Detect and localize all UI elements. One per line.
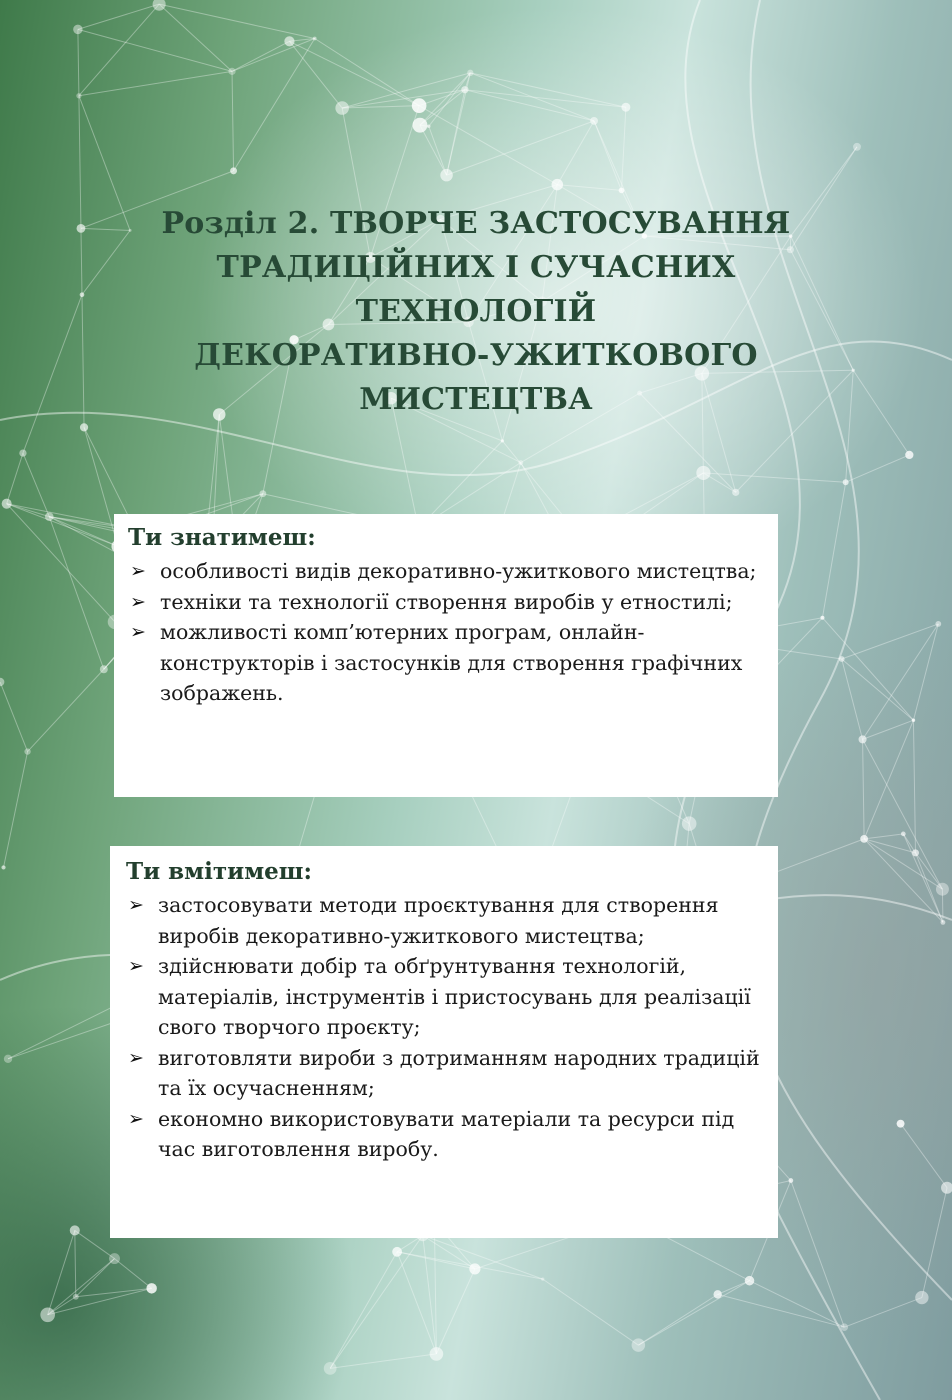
network-link (638, 1281, 749, 1345)
network-node (619, 188, 625, 194)
network-node (19, 449, 26, 456)
network-node (745, 1276, 755, 1286)
network-node (632, 1338, 645, 1351)
network-node (839, 656, 845, 662)
network-link (822, 482, 845, 617)
network-node (40, 1307, 55, 1322)
list-item-text: техніки та технології створення виробів у етностилі; (160, 589, 733, 614)
list-item-text: економно використовувати матеріали та ресурси під час виготовлення виробу. (158, 1106, 735, 1161)
network-node (841, 1323, 849, 1331)
list-item (124, 1043, 766, 1104)
arrowhead-bullet-icon: ➢ (128, 1107, 144, 1130)
network-link (638, 1294, 717, 1345)
network-link (342, 90, 465, 108)
network-node (590, 117, 598, 125)
network-node (935, 621, 941, 627)
network-node (860, 835, 868, 843)
network-link (842, 659, 914, 720)
network-node (897, 1120, 905, 1128)
network-node (541, 1277, 544, 1280)
list-item (126, 617, 766, 709)
network-link (844, 1298, 922, 1328)
network-link (557, 185, 621, 191)
network-link (315, 39, 419, 106)
network-node (440, 169, 453, 182)
network-node (392, 1247, 402, 1257)
arrowhead-bullet-icon: ➢ (128, 1046, 144, 1069)
network-node (905, 451, 913, 459)
network-link (863, 739, 865, 838)
list-item (126, 556, 766, 587)
network-link (75, 1230, 115, 1258)
network-link (342, 73, 470, 108)
network-link (232, 39, 315, 72)
network-link (75, 1230, 76, 1296)
network-link (842, 624, 939, 659)
network-link (76, 1259, 115, 1297)
network-link (78, 4, 159, 29)
network-link (465, 90, 594, 121)
network-link (48, 1230, 75, 1314)
network-node (427, 124, 431, 128)
network-node (552, 179, 564, 191)
network-node (324, 1362, 337, 1375)
network-node (76, 93, 81, 98)
network-node (412, 98, 427, 113)
network-link (543, 1279, 639, 1345)
network-node (467, 70, 473, 76)
network-node (915, 1291, 928, 1304)
network-link (420, 125, 447, 175)
network-link (864, 839, 942, 889)
network-link (330, 1354, 436, 1368)
list-item (124, 1104, 766, 1165)
arrowhead-bullet-icon: ➢ (130, 621, 146, 643)
network-node (313, 37, 317, 41)
network-link (718, 1294, 845, 1327)
arrowhead-bullet-icon: ➢ (128, 955, 144, 977)
network-node (335, 101, 349, 115)
list-item (124, 951, 766, 1043)
network-link (429, 126, 447, 175)
network-node (901, 832, 906, 837)
list-item (126, 587, 766, 618)
network-node (0, 678, 4, 687)
network-link (846, 455, 910, 482)
network-node (45, 512, 54, 521)
network-link (436, 1269, 474, 1354)
network-link (234, 39, 315, 171)
network-node (518, 460, 523, 465)
section-title-line-1: Розділ 2. ТВОРЧЕ ЗАСТОСУВАННЯ (161, 206, 791, 241)
network-node (73, 1294, 79, 1300)
arrowhead-bullet-icon: ➢ (130, 560, 146, 582)
network-link (330, 1235, 423, 1368)
learning-outcomes-skills-box (110, 846, 778, 1238)
network-link (78, 29, 79, 95)
section-title-line-3: ТЕХНОЛОГІЙ (355, 294, 597, 329)
network-link (8, 1020, 121, 1059)
network-node (941, 920, 946, 925)
network-link (863, 720, 914, 739)
network-link (718, 1281, 750, 1295)
network-node (146, 1283, 156, 1293)
network-node (461, 86, 468, 93)
network-node (70, 1225, 80, 1235)
network-node (732, 489, 739, 496)
network-link (864, 834, 903, 839)
list-item-text: можливості комп’ютерних програм, онлайн-конструкторів і застосунків для створення графічних зображень. (160, 620, 743, 705)
network-node (1, 865, 5, 869)
network-link (330, 1252, 397, 1369)
network-link (470, 73, 626, 107)
network-node (843, 479, 849, 485)
section-title-line-2: ТРАДИЦІЙНИХ І СУЧАСНИХ (216, 250, 736, 285)
section-title (40, 202, 912, 422)
network-node (228, 68, 235, 75)
network-link (49, 517, 104, 670)
list-item-text: особливості видів декоративно-ужиткового мистецтва; (160, 559, 757, 583)
network-node (413, 118, 428, 133)
network-node (430, 1347, 444, 1361)
network-node (284, 36, 294, 46)
network-link (423, 1235, 543, 1279)
network-link (557, 121, 594, 185)
network-node (621, 103, 630, 112)
network-node (100, 665, 108, 673)
network-link (434, 1221, 436, 1354)
network-link (115, 1259, 152, 1289)
network-link (397, 1252, 543, 1279)
network-node (936, 883, 949, 896)
network-link (842, 659, 863, 739)
network-link (23, 453, 49, 517)
network-link (159, 4, 315, 38)
network-node (788, 1178, 793, 1183)
network-node (713, 1290, 721, 1298)
network-link (913, 624, 938, 720)
network-node (853, 143, 861, 151)
network-link (447, 121, 594, 175)
network-node (24, 748, 30, 754)
network-link (7, 453, 23, 504)
section-title-line-4: ДЕКОРАТИВНО-УЖИТКОВОГО (194, 338, 758, 373)
knowledge-list (126, 556, 766, 709)
learning-outcomes-knowledge-box (114, 514, 778, 797)
network-link (470, 73, 594, 121)
network-link (28, 669, 104, 751)
network-node (682, 816, 697, 831)
list-item-text: виготовляти вироби з дотриманням народних традицій та їх осучасненням; (158, 1045, 760, 1100)
network-node (859, 735, 867, 743)
network-node (109, 1253, 120, 1264)
network-link (423, 1235, 475, 1269)
network-link (419, 106, 557, 185)
network-node (230, 167, 237, 174)
network-link (901, 1124, 947, 1188)
network-link (232, 41, 289, 71)
network-link (4, 752, 28, 868)
network-node (912, 849, 919, 856)
network-link (7, 504, 118, 547)
network-node (4, 1055, 12, 1063)
network-link (79, 4, 159, 96)
network-link (465, 90, 626, 107)
arrowhead-bullet-icon: ➢ (130, 590, 146, 613)
network-node (2, 499, 12, 509)
network-link (289, 41, 419, 105)
network-link (621, 107, 625, 190)
network-node (501, 439, 504, 442)
knowledge-heading: Ти знатимеш: (128, 524, 316, 551)
section-title-line-5: МИСТЕЦТВА (359, 382, 593, 417)
network-node (80, 423, 88, 431)
list-item-text: здійснювати добір та обґрунтування технологій, матеріалів, інструментів і пристосувань для реалізації свого творчого проєкту; (158, 954, 751, 1039)
network-link (232, 71, 234, 170)
network-link (79, 71, 232, 95)
list-item-text: застосовувати методи проєктування для створення виробів декоративно-ужиткового мистецтва; (158, 893, 719, 948)
network-node (469, 1263, 480, 1274)
network-node (820, 616, 824, 620)
network-node (696, 466, 710, 480)
network-node (941, 1182, 952, 1194)
network-link (76, 1288, 152, 1296)
skills-heading: Ти вмітимеш: (126, 858, 313, 885)
list-item (124, 890, 766, 951)
network-link (0, 682, 27, 752)
network-link (864, 839, 943, 923)
network-node (73, 25, 82, 34)
network-node (259, 490, 266, 497)
network-link (913, 720, 915, 853)
skills-list (124, 890, 766, 1165)
arrowhead-bullet-icon: ➢ (128, 894, 144, 916)
network-node (912, 719, 915, 722)
network-link (863, 624, 939, 739)
